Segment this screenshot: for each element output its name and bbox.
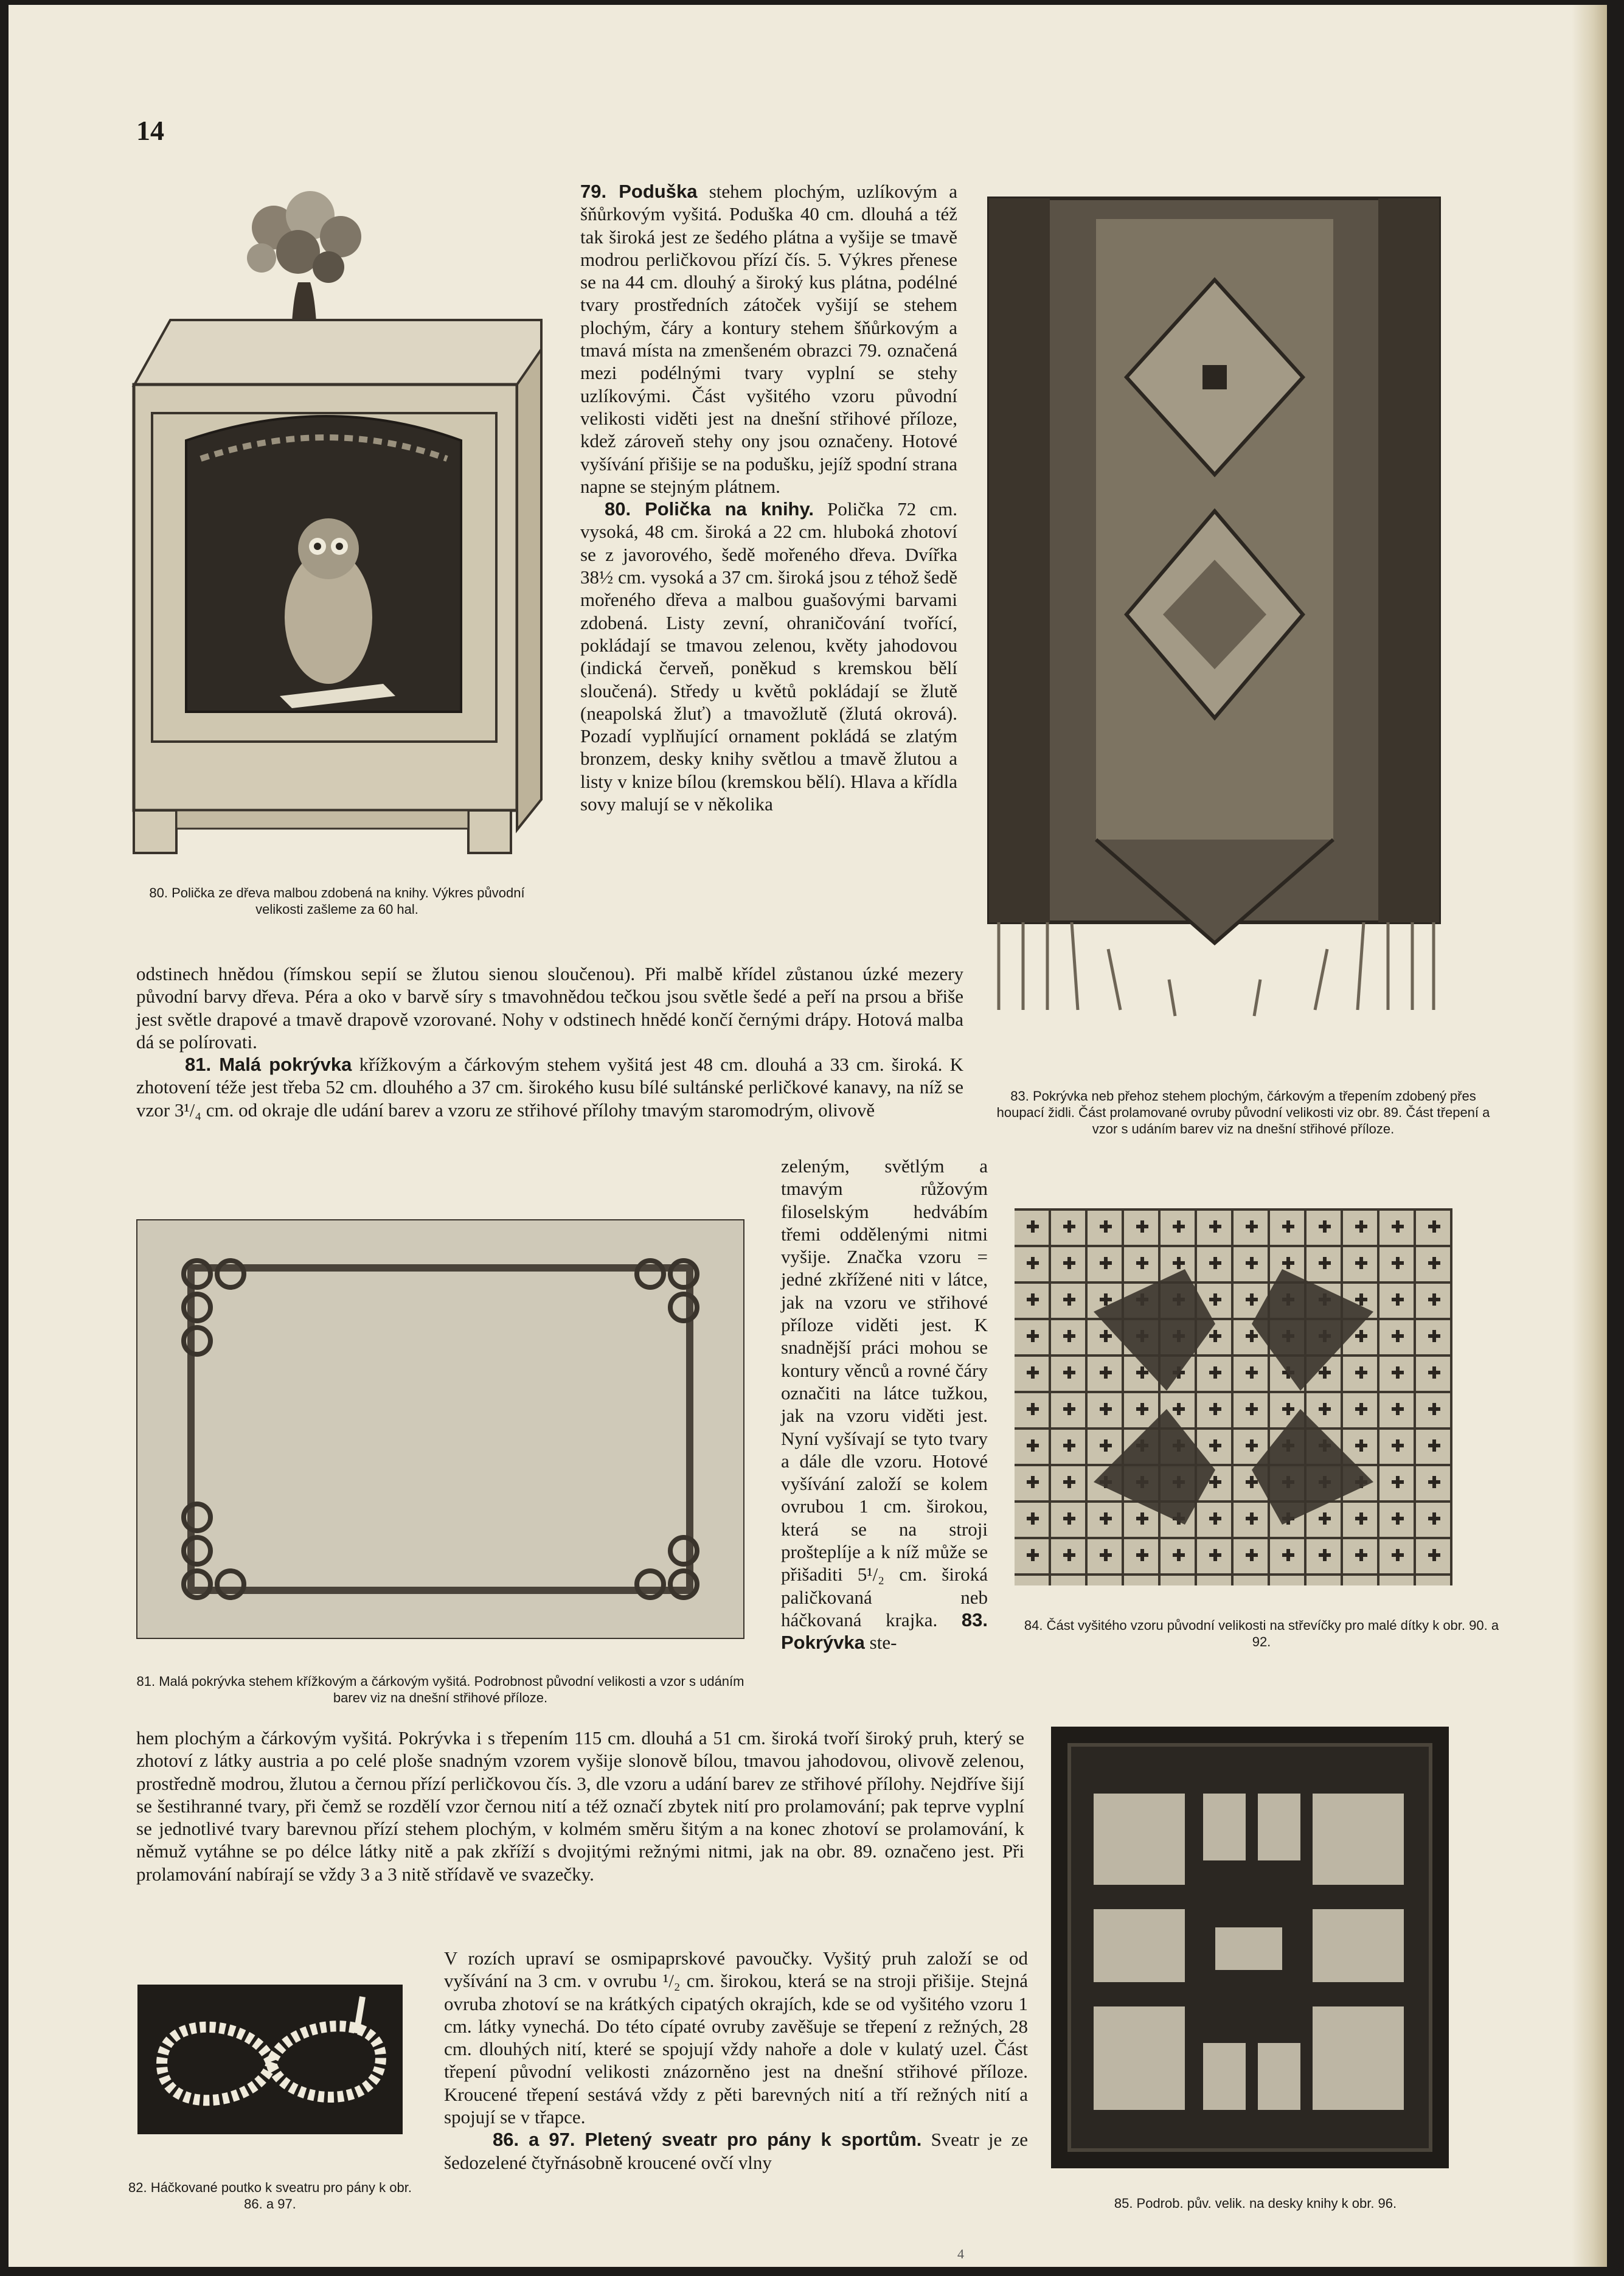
figure-85-book-cover (1051, 1727, 1449, 2168)
text-col-mid-top (580, 180, 957, 815)
figure-83-cover (987, 195, 1461, 1022)
figure-84-embroidery (1015, 1208, 1452, 1585)
embroidery-illustration (1015, 1208, 1452, 1585)
figure-81-cloth (136, 1219, 744, 1639)
shelf-illustration (128, 191, 547, 859)
loop-illustration (137, 1985, 403, 2134)
heading-83: 83. Pokrývka (781, 1609, 988, 1654)
paragraph-83-end (444, 1947, 1028, 2128)
text-col-bottom (444, 1947, 1028, 2174)
body-80-cont: odstinech hnědou (římskou sepií se žlutou sienou sloučenou). Při malbě křídel zůstanou úzké mezery původní barvy dřeva. Péra a oko v barvě síry s tmavohnědou tečkou jsou světle šedé a peří na prsou a břiše jest světle drapové a tmavě drapově vzorované. Nohy v odstinech hnědé končí černými drápy. Hotová malba dá se polírovati. (136, 963, 963, 1053)
text-col-narrow (781, 1155, 988, 1654)
caption-fig80: 80. Polička ze dřeva malbou zdobená na knihy. Výkres původní velikosti zašleme za 60 hal. (149, 885, 525, 917)
paragraph-81-cont (781, 1155, 988, 1654)
cover-illustration (987, 195, 1461, 1022)
paragraph-80-cont (136, 962, 963, 1053)
figure-80-shelf (128, 191, 547, 859)
caption-fig85: 85. Podrob. pův. velik. na desky knihy k obr. 96. (1114, 2196, 1397, 2211)
page-edge-shadow (1572, 5, 1607, 2267)
caption-fig84: 84. Část vyšitého vzoru původní velikosti na střevíčky pro malé dítky k obr. 90. a 92. (1024, 1618, 1499, 1649)
heading-81: 81. Malá pokrývka (185, 1054, 352, 1076)
body-81-cont: zeleným, světlým a tmavým růžovým filoselským hedvábím třemi oddělenými nitmi vyšije. Značka vzoru = jedné zkřížené niti v látce, jak na vzoru ve střihové příloze viděti jest. K snadnější práci mohou se kontury věnců a rovné čáry označiti na látce tužkou, jak na vzoru viděti jest. Nyní vyšívají se tyto tvary a dále dle vzoru. Hotové vyšívání založí se kolem ovrubou 1 cm. širokou, která se na stroji prošteplíje a k níž může se přišaditi 5¹/₂ cm. široká paličkovaná neb háčkovaná krajka. (781, 1155, 988, 1630)
paragraph-86 (444, 2128, 1028, 2174)
body-81: křížkovým a čárkovým stehem vyšitá jest 48 cm. dlouhá a 33 cm. široká. K zhotovení téže jest třeba 52 cm. dlouhého a 37 cm. širokého kusu bílé sultánské perličkové kanavy, na níž se vzor 3¹/₄ cm. od okraje dle udání barev a vzoru ze střihové přílohy tmavým staromodrým, olivově (136, 1054, 963, 1121)
magazine-page (9, 5, 1607, 2267)
text-col-full-2 (136, 1727, 1024, 1885)
caption-fig83: 83. Pokrývka neb přehoz stehem plochým, čárkovým a třepením zdobený přes houpací židli. Část prolamované ovruby původní velikosti viz obr. 89. Část třepení a vzor s udáním barev viz na dnešní střihové příloze. (996, 1088, 1490, 1136)
heading-79: 79. Poduška (580, 181, 698, 202)
page-number: 14 (136, 115, 164, 146)
figure-82-loop (137, 1985, 403, 2134)
body-83-start: ste- (864, 1632, 897, 1654)
caption-fig81: 81. Malá pokrývka stehem křížkovým a čárkovým vyšitá. Podrobnost původní velikosti a vzor s udáním barev viz na dnešní střihové příloze. (136, 1674, 744, 1705)
paragraph-81 (136, 1053, 963, 1121)
body-86: Sveatr je ze šedozelené čtyřnásobně kroucené ovčí vlny (444, 2129, 1028, 2173)
paragraph-79 (580, 180, 957, 498)
body-80: Polička 72 cm. vysoká, 48 cm. široká a 22 cm. hluboká zhotoví se z javorového, šedě mořeného dřeva. Dvířka 38½ cm. vysoká a 37 cm. široká jsou z téhož šedě mořeného dřeva a malbou guašovými barvami zdobená. Listy zevní, ohraničování tvořící, pokládají se tmavou zelenou, květy jahodovou (indická červeň, poněkud s kremskou bělí sloučená). Středy u květů pokládají se žlutě (neapolská žluť) a tmavožlutě (žlutá okrová). Pozadí vyplňující ornament pokládá se zlatým bronzem, desky knihy světlou a tmavě žlutou a listy v knize bílou (kremskou bělí). Hlava a křídla sovy malují se v několika (580, 498, 957, 815)
body-79: stehem plochým, uzlíkovým a šňůrkovým vyšitá. Poduška 40 cm. dlouhá a též tak široká jest ze šedého plátna a vyšije se tmavě modrou perličkovou přízí čís. 5. Výkres přenese se na 44 cm. dlouhý a široký kus plátna, podélné tvary prostředních zátoček vyšijí se stehem plochým, čáry a kontury stehem šňůrkovým a tmavá místa na zmenšeném obrazci 79. označená mezi podélnými tvary vyplní se stehy uzlíkovými. Část vyšitého vzoru původní velikosti viděti jest na dnešní střihové příloze, kdež zároveň stehy ony jsou označeny. Hotové vyšívání přišije se na podušku, jejíž spodní strana napne se stejným plátnem. (580, 181, 957, 497)
cloth-illustration (136, 1219, 744, 1639)
body-83-end: V rozích upraví se osmipaprskové pavoučky. Vyšitý pruh založí se od vyšívání na 3 cm. v ovrubu ¹/₂ cm. širokou, která se na stroji přišije. Stejná ovruba zhotoví se na krátkých cipatých okrajích, kde se od vyšitého vzoru 1 cm. látky vynechá. Do této cípaté ovruby zavěšuje se třepení z režných, 28 cm. dlouhých nití, které se spojují vždy nahoře a dole v kulatý uzel. Část třepení původní velikosti znázorněno jest na dnešní střihové příloze. Kroucené třepení sestává vždy z pěti barevných nití a tří režných nití a spojují se v třapce. (444, 1947, 1028, 2128)
body-83-cont: hem plochým a čárkovým vyšitá. Pokrývka i s třepením 115 cm. dlouhá a 51 cm. široká tvoří široký pruh, který se zhotoví z látky austria a po celé ploše snadným vzorem vyšije slonově bílou, tmavou jahodovou, olivově zelenou, prostředně modrou, žlutou a černou přízí perličkovou čís. 3, dle vzoru a udání barev ze střihové přílohy. Nejdříve šijí se šestihranné tvary, při čemž se rozdělí vzor černou nití a též označí zbytek nití pro prolamování; pak teprve vyplní se jednotlivé tvary barevnou přízí stehem plochým, v kolmém směru šitým a na konec zhotoví se prolamování, k němuž vytáhne se po délce látky nitě a pak zkříží s dvojitými režnými nitmi, jak na obr. 89. označeno jest. Při prolamování nabírají se vždy 3 a 3 nitě střídavě ve svazečky. (136, 1727, 1024, 1885)
text-col-full-1 (136, 962, 963, 1121)
heading-80: 80. Polička na knihy. (605, 498, 814, 520)
book-cover-illustration (1051, 1727, 1449, 2168)
paragraph-80 (580, 498, 957, 815)
paragraph-83-cont (136, 1727, 1024, 1885)
caption-fig82: 82. Háčkované poutko k sveatru pro pány k obr. 86. a 97. (128, 2180, 412, 2212)
heading-86: 86. a 97. Pletený sveatr pro pány k sportům. (493, 2129, 922, 2151)
printer-signature: 4 (957, 2246, 964, 2261)
